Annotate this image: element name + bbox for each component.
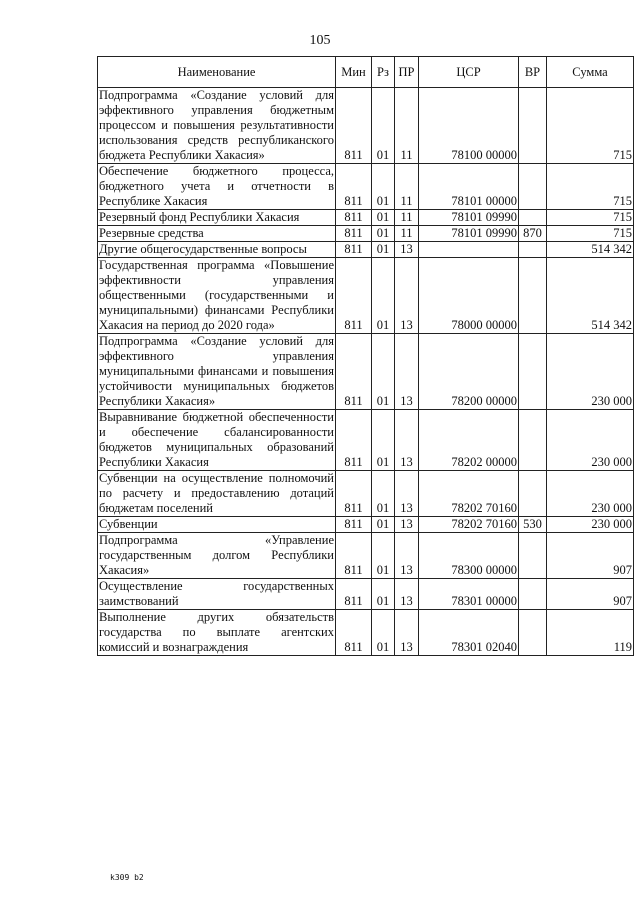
- row-min: 811: [336, 210, 372, 226]
- table-row: [98, 258, 634, 334]
- row-vr: [519, 579, 547, 610]
- row-vr: [519, 533, 547, 579]
- row-sum: 715: [547, 226, 634, 242]
- row-rz: 01: [372, 334, 395, 410]
- table-row: [98, 334, 634, 410]
- row-csr: 78300 00000: [419, 533, 519, 579]
- row-rz: 01: [372, 164, 395, 210]
- row-pr: 13: [395, 334, 419, 410]
- row-min: 811: [336, 242, 372, 258]
- row-min: 811: [336, 334, 372, 410]
- table-row: [98, 517, 634, 533]
- table-row: [98, 88, 634, 164]
- row-vr: 530: [519, 517, 547, 533]
- row-sum: 230 000: [547, 410, 634, 471]
- row-pr: 13: [395, 579, 419, 610]
- row-vr: [519, 258, 547, 334]
- row-sum: 907: [547, 579, 634, 610]
- row-csr: 78101 00000: [419, 164, 519, 210]
- row-pr: 11: [395, 226, 419, 242]
- row-vr: [519, 410, 547, 471]
- row-min: 811: [336, 258, 372, 334]
- row-vr: [519, 164, 547, 210]
- header-sum: Сумма: [547, 57, 634, 88]
- budget-table: [97, 56, 634, 656]
- row-sum: 514 342: [547, 258, 634, 334]
- row-rz: 01: [372, 242, 395, 258]
- row-min: 811: [336, 226, 372, 242]
- row-sum: 907: [547, 533, 634, 579]
- row-sum: 119: [547, 610, 634, 656]
- row-pr: 13: [395, 410, 419, 471]
- row-min: 811: [336, 517, 372, 533]
- row-pr: 11: [395, 210, 419, 226]
- row-csr: 78101 09990: [419, 226, 519, 242]
- row-name: Обеспечение бюджетного процесса, бюджетного учета и отчетности в Республике Хакасия: [99, 164, 334, 208]
- row-vr: [519, 334, 547, 410]
- row-csr: 78200 00000: [419, 334, 519, 410]
- row-vr: [519, 610, 547, 656]
- table-row: [98, 410, 634, 471]
- table-row: [98, 242, 634, 258]
- row-min: 811: [336, 471, 372, 517]
- row-vr: [519, 210, 547, 226]
- row-vr: [519, 242, 547, 258]
- row-sum: 715: [547, 88, 634, 164]
- row-name: Подпрограмма «Создание условий для эффективного управления бюджетным процессом и повышения результативности использования средств республиканского бюджета Республики Хакасия»: [99, 88, 334, 162]
- row-sum: 715: [547, 210, 634, 226]
- row-rz: 01: [372, 610, 395, 656]
- row-name: Резервные средства: [98, 226, 336, 242]
- row-rz: 01: [372, 410, 395, 471]
- row-csr: 78301 00000: [419, 579, 519, 610]
- row-rz: 01: [372, 226, 395, 242]
- header-vr: ВР: [519, 57, 547, 88]
- row-min: 811: [336, 88, 372, 164]
- row-pr: 11: [395, 164, 419, 210]
- table-row: [98, 533, 634, 579]
- row-csr: 78202 70160: [419, 517, 519, 533]
- row-sum: 230 000: [547, 334, 634, 410]
- row-pr: 13: [395, 517, 419, 533]
- table-row: [98, 164, 634, 210]
- row-pr: 13: [395, 610, 419, 656]
- row-rz: 01: [372, 258, 395, 334]
- row-rz: 01: [372, 517, 395, 533]
- row-rz: 01: [372, 471, 395, 517]
- row-csr: 78100 00000: [419, 88, 519, 164]
- row-csr: [419, 242, 519, 258]
- row-sum: 230 000: [547, 471, 634, 517]
- row-pr: 13: [395, 533, 419, 579]
- row-name: Выравнивание бюджетной обеспеченности и обеспечение сбалансированности бюджетов муниципальных образований Республики Хакасия: [99, 410, 334, 469]
- table-row: [98, 610, 634, 656]
- table-row: [98, 226, 634, 242]
- row-vr: [519, 471, 547, 517]
- row-pr: 13: [395, 471, 419, 517]
- header-name: Наименование: [98, 57, 336, 88]
- row-sum: 514 342: [547, 242, 634, 258]
- row-min: 811: [336, 579, 372, 610]
- row-vr: 870: [519, 226, 547, 242]
- row-min: 811: [336, 610, 372, 656]
- table-row: [98, 471, 634, 517]
- row-sum: 230 000: [547, 517, 634, 533]
- row-name: Осуществление государственных заимствований: [99, 579, 334, 608]
- footer-code: k309 b2: [110, 873, 144, 882]
- header-csr: ЦСР: [419, 57, 519, 88]
- header-rz: Рз: [372, 57, 395, 88]
- row-name: Другие общегосударственные вопросы: [98, 242, 336, 258]
- row-name: Выполнение других обязательств государства по выплате агентских комиссий и вознаграждения: [99, 610, 334, 654]
- row-min: 811: [336, 410, 372, 471]
- row-csr: 78000 00000: [419, 258, 519, 334]
- row-vr: [519, 88, 547, 164]
- row-rz: 01: [372, 88, 395, 164]
- row-rz: 01: [372, 210, 395, 226]
- row-pr: 13: [395, 242, 419, 258]
- page-number: 105: [309, 33, 331, 48]
- row-pr: 13: [395, 258, 419, 334]
- row-name: Подпрограмма «Управление государственным долгом Республики Хакасия»: [99, 533, 334, 577]
- row-min: 811: [336, 164, 372, 210]
- row-min: 811: [336, 533, 372, 579]
- row-csr: 78301 02040: [419, 610, 519, 656]
- row-rz: 01: [372, 533, 395, 579]
- row-csr: 78101 09990: [419, 210, 519, 226]
- header-min: Мин: [336, 57, 372, 88]
- row-name: Государственная программа «Повышение эффективности управления общественными (государственными и муниципальными) финансами Республики Хакасия на период до 2020 года»: [99, 258, 334, 332]
- table-row: [98, 210, 634, 226]
- row-name: Субвенции на осуществление полномочий по расчету и предоставлению дотаций бюджетам поселений: [99, 471, 334, 515]
- row-rz: 01: [372, 579, 395, 610]
- row-csr: 78202 70160: [419, 471, 519, 517]
- row-name: Субвенции: [98, 517, 336, 533]
- table-header-row: [98, 57, 634, 88]
- row-name: Резервный фонд Республики Хакасия: [98, 210, 336, 226]
- table-row: [98, 579, 634, 610]
- row-name: Подпрограмма «Создание условий для эффективного управления муниципальными финансами и повышения устойчивости муниципальных бюджетов Республики Хакасия»: [99, 334, 334, 408]
- row-csr: 78202 00000: [419, 410, 519, 471]
- row-sum: 715: [547, 164, 634, 210]
- header-pr: ПР: [395, 57, 419, 88]
- row-pr: 11: [395, 88, 419, 164]
